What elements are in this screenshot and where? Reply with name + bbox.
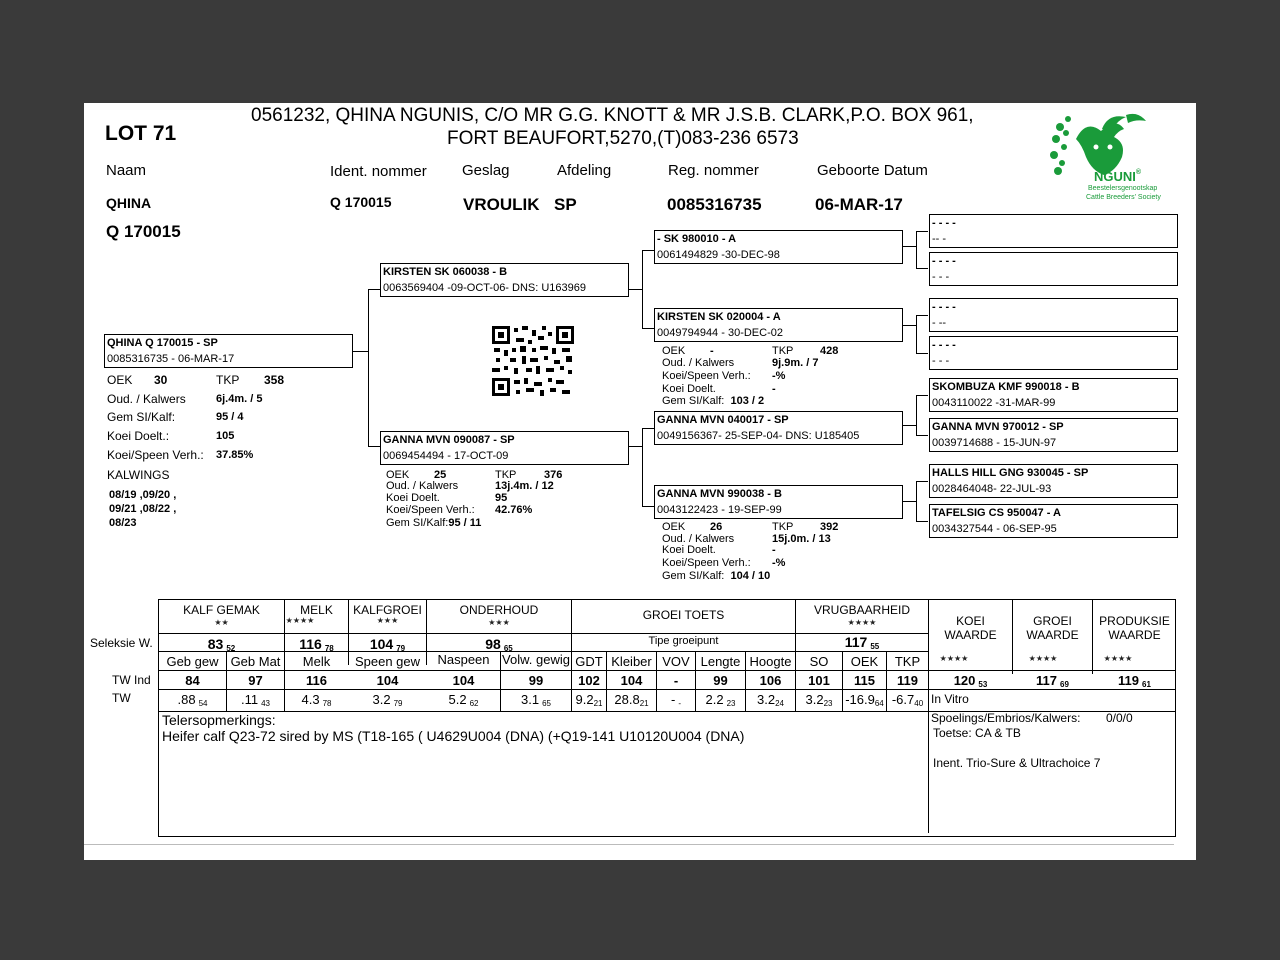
col-groei-toets: GROEI TOETS [642, 608, 725, 622]
dd-tkp-label: TKP [772, 521, 794, 533]
g4-name-5: SKOMBUZA KMF 990018 - B [932, 381, 1080, 393]
col-oek: OEK [850, 654, 879, 669]
sd-tkp-label: TKP [772, 345, 794, 357]
lot-number: LOT 71 [105, 122, 177, 145]
dd-oud: 15j.0m. / 13 [772, 533, 831, 545]
owner-line-1: 0561232, QHINA NGUNIS, C/O MR G.G. KNOTT & MR J.S.B. CLARK,P.O. BOX 961, [251, 105, 974, 126]
twind-koei-waarde: 120 $_{53}$ [953, 673, 988, 689]
twind-volw-gewig: 99 [528, 673, 544, 688]
stars-koei-waarde: ★★★★ [939, 654, 969, 663]
sd-oek-label: OEK [662, 345, 686, 357]
col-onderhoud: ONDERHOUD [459, 603, 539, 617]
g4-info-5: 0043110022 -31-MAR-99 [932, 397, 1056, 409]
subject-koei-label: Koei Doelt.: [107, 429, 170, 443]
subject-koei: 105 [216, 430, 235, 442]
sd-gem-line: Gem SI/Kalf: 103 / 2 [662, 395, 765, 407]
animal-geboorte: 06-MAR-17 [815, 195, 903, 214]
stars-vrugbaarheid: ★★★★ [847, 618, 877, 627]
g4-name-1: - - - - [932, 217, 956, 229]
seleksie-label: Seleksie W. [90, 636, 153, 650]
dam-info: 0069454494 - 17-OCT-09 [383, 450, 509, 462]
tw-vov: - $_-$ [670, 692, 681, 708]
animal-reg: 0085316735 [667, 195, 762, 214]
animal-naam: QHINA [106, 195, 152, 211]
tw-geb-mat: .11 $_{43}$ [240, 692, 270, 708]
tw-tkp: $-6.7_{40}$ [891, 692, 924, 708]
sd-speen: -% [772, 370, 786, 382]
header-reg: Reg. nommer [668, 162, 759, 179]
dam-oek: 25 [434, 469, 447, 481]
g4-info-4: - - - [932, 355, 950, 367]
sire-sire-info: 0061494829 -30-DEC-98 [657, 249, 780, 261]
twind-tkp: 119 [897, 673, 918, 688]
twind-produksie-waarde: 119 $_{61}$ [1118, 673, 1151, 689]
twind-oek: 115 [854, 673, 875, 688]
animal-ident-large: Q 170015 [106, 222, 181, 241]
g4-info-6: 0039714688 - 15-JUN-97 [932, 437, 1057, 449]
animal-geslag: VROULIK [463, 195, 540, 214]
dd-oek-label: OEK [662, 521, 686, 533]
col-kalf-gemak: KALF GEMAK [183, 603, 260, 617]
qr-code-icon [492, 326, 574, 396]
subject-name: QHINA Q 170015 - SP [107, 337, 218, 349]
header-ident: Ident. nommer [330, 163, 427, 180]
subject-tkp-label: TKP [216, 373, 240, 387]
remarks-label: Telersopmerkings: [162, 712, 276, 728]
tw-so: $3.2_{23}$ [805, 692, 833, 708]
header-afdeling: Afdeling [557, 162, 612, 179]
sd-koei-label: Koei Doelt. [662, 383, 716, 395]
inent-text: Inent. Trio-Sure & Ultrachoice 7 [933, 756, 1101, 770]
col-lengte: Lengte [700, 654, 741, 669]
twind-hoogte: 106 [759, 673, 782, 688]
twind-geb-gew: 84 [185, 673, 200, 688]
dd-speen: -% [772, 557, 786, 569]
g4-info-8: 0034327544 - 06-SEP-95 [932, 523, 1057, 535]
dam-box [380, 431, 629, 465]
dam-oek-label: OEK [386, 469, 410, 481]
g4-box-8 [929, 504, 1178, 538]
twind-lengte: 99 [713, 673, 728, 688]
stars-kalf-gemak: ★★ [214, 618, 229, 627]
kalwings-label: KALWINGS [107, 468, 170, 482]
col-vrugbaarheid: VRUGBAARHEID [813, 603, 911, 617]
col-kalfgroei: KALFGROEI [353, 603, 422, 617]
nguni-logo [1046, 109, 1166, 205]
col-melk-sub: Melk [302, 654, 331, 669]
subject-info: 0085316735 - 06-MAR-17 [107, 353, 235, 365]
g4-box-1 [929, 214, 1178, 248]
tw-hoogte: $3.2_{24}$ [757, 692, 784, 708]
stars-groei-waarde: ★★★★ [1028, 654, 1058, 663]
seleksie-kalfgroei: 104 $_{79}$ [369, 636, 406, 653]
g4-name-6: GANNA MVN 970012 - SP [932, 421, 1064, 433]
sire-info: 0063569404 -09-OCT-06- DNS: U163969 [383, 282, 587, 294]
logo-brand: NGUNI® [1094, 169, 1142, 184]
seleksie-vrugbaarheid: 117 $_{55}$ [844, 634, 880, 651]
tw-gdt: $9.2_{21}$ [575, 692, 603, 708]
dam-dam-box [654, 485, 903, 519]
header-geboorte: Geboorte Datum [817, 162, 928, 179]
subject-box [104, 334, 353, 368]
twind-gdt: 102 [578, 673, 600, 688]
subject-tkp: 358 [264, 373, 285, 387]
g4-name-8: TAFELSIG CS 950047 - A [932, 507, 1061, 519]
dam-tkp: 376 [544, 469, 563, 481]
tw-kleiber: $28.8_{21}$ [614, 692, 649, 708]
col-produksie-waarde-1: PRODUKSIE [1099, 614, 1170, 628]
col-tkp: TKP [894, 654, 921, 669]
dam-oud-label: Oud. / Kalwers [386, 480, 459, 492]
subject-gem: 95 / 4 [216, 411, 244, 423]
col-groei-waarde-2: WAARDE [1026, 628, 1079, 642]
dd-koei-label: Koei Doelt. [662, 544, 716, 556]
logo-sub-1: Beestelersgenootskap [1088, 185, 1158, 192]
dd-koei: - [772, 544, 776, 556]
sd-speen-label: Koei/Speen Verh.: [662, 370, 751, 382]
dd-oek: 26 [710, 521, 723, 533]
stars-produksie-waarde: ★★★★ [1103, 654, 1133, 663]
dam-sire-info: 0049156367- 25-SEP-04- DNS: U185405 [657, 430, 860, 442]
animal-afdeling: SP [554, 195, 577, 214]
col-kleiber: Kleiber [611, 654, 652, 669]
subject-speen: 37.85% [216, 449, 254, 461]
stars-melk: ★★★★ [285, 616, 315, 625]
col-speen-gew: Speen gew [354, 654, 421, 669]
g4-box-7 [929, 464, 1178, 498]
sire-dam-name: KIRSTEN SK 020004 - A [657, 311, 781, 323]
twind-vov: - [673, 673, 679, 688]
seleksie-melk: 116 $_{78}$ [299, 636, 334, 653]
subject-oud: 6j.4m. / 5 [216, 393, 263, 405]
qr-code [492, 326, 574, 396]
dam-gem-line: Gem SI/Kalf:95 / 11 [386, 517, 482, 529]
dd-tkp: 392 [820, 521, 839, 533]
g4-box-5 [929, 378, 1178, 412]
sire-dam-info: 0049794944 - 30-DEC-02 [657, 327, 783, 339]
tw-volw-gewig: 3.1 $_{65}$ [521, 692, 551, 708]
toetse-text: Toetse: CA & TB [933, 726, 1021, 740]
dam-sire-box [654, 411, 903, 445]
g4-box-6 [929, 418, 1178, 452]
col-naspeen: Naspeen [437, 652, 490, 667]
sd-oud-label: Oud. / Kalwers [662, 357, 735, 369]
dam-dam-name: GANNA MVN 990038 - B [657, 488, 782, 500]
logo-sub-2: Cattle Breeders' Society [1086, 194, 1161, 201]
col-geb-gew: Geb gew [166, 654, 219, 669]
dam-speen: 42.76% [495, 504, 533, 516]
tw-label: TW [112, 691, 131, 705]
kalwings-line-3: 08/23 [109, 517, 137, 529]
subject-oek-label: OEK [107, 373, 133, 387]
sd-oek: - [710, 345, 714, 357]
subject-oud-label: Oud. / Kalwers [107, 392, 186, 406]
sire-box [380, 263, 629, 297]
stars-kalfgroei: ★★★ [376, 616, 399, 625]
twind-label: TW Ind [112, 673, 151, 687]
dam-dam-info: 0043122423 - 19-SEP-99 [657, 504, 782, 516]
col-koei-waarde-2: WAARDE [944, 628, 997, 642]
subject-oek: 30 [154, 373, 168, 387]
g4-info-7: 0028464048- 22-JUL-93 [932, 483, 1052, 495]
tw-naspeen: 5.2 $_{62}$ [448, 692, 479, 708]
twind-groei-waarde: 117 $_{69}$ [1036, 673, 1069, 689]
tw-geb-gew: .88 $_{54}$ [177, 692, 208, 708]
tw-lengte: 2.2 $_{23}$ [705, 692, 736, 708]
twind-naspeen: 104 [452, 673, 475, 688]
sire-sire-box [654, 230, 903, 264]
g4-info-2: - - - [932, 271, 950, 283]
dd-gem-line: Gem SI/Kalf: 104 / 10 [662, 570, 771, 582]
dam-koei-label: Koei Doelt. [386, 492, 440, 504]
header-geslag: Geslag [462, 162, 510, 179]
header-naam: Naam [106, 162, 147, 179]
subject-gem-label: Gem SI/Kalf: [107, 410, 176, 424]
col-vov: VOV [662, 654, 690, 669]
dam-speen-label: Koei/Speen Verh.: [386, 504, 475, 516]
g4-info-3: - -- [932, 317, 947, 329]
col-so: SO [809, 654, 829, 669]
twind-melk: 116 [306, 673, 327, 688]
tw-oek: $-16.9_{64}$ [845, 692, 884, 708]
tipe-groeipunt: Tipe groeipunt [648, 635, 719, 647]
twind-speen-gew: 104 [376, 673, 399, 688]
spoelings-value: 0/0/0 [1106, 711, 1133, 725]
spoelings-label: Spoelings/Embrios/Kalwers: [931, 711, 1081, 725]
g4-name-4: - - - - [932, 339, 956, 351]
sd-tkp: 428 [820, 345, 839, 357]
subject-speen-label: Koei/Speen Verh.: [107, 448, 204, 462]
lot-sheet [84, 103, 1196, 860]
twind-geb-mat: 97 [248, 673, 263, 688]
g4-name-3: - - - - [932, 301, 956, 313]
footer-divider [84, 844, 1174, 845]
sire-sire-name: - SK 980010 - A [657, 233, 737, 245]
g4-name-7: HALLS HILL GNG 930045 - SP [932, 467, 1089, 479]
stars-onderhoud: ★★★ [488, 618, 510, 627]
tw-melk: 4.3 $_{78}$ [301, 692, 332, 708]
kalwings-line-2: 09/21 ,08/22 , [109, 503, 177, 515]
seleksie-kalf-gemak: 83 $_{52}$ [207, 636, 236, 653]
dam-koei: 95 [495, 492, 508, 504]
g4-box-3 [929, 298, 1178, 332]
col-gdt: GDT [575, 654, 603, 669]
dam-oud: 13j.4m. / 12 [495, 480, 554, 492]
col-volw-gewig: Volw. gewig [502, 652, 570, 667]
animal-ident: Q 170015 [330, 194, 392, 210]
g4-info-1: -- - [932, 233, 947, 245]
remarks-text: Heifer calf Q23-72 sired by MS (T18-165 ( U4629U004 (DNA) (+Q19-141 U10120U004 (DNA) [162, 728, 745, 744]
in-vitro-label: In Vitro [931, 692, 969, 706]
col-hoogte: Hoogte [749, 654, 792, 669]
sd-oud: 9j.9m. / 7 [772, 357, 819, 369]
owner-line-2: FORT BEAUFORT,5270,(T)083-236 6573 [447, 128, 799, 149]
dam-sire-name: GANNA MVN 040017 - SP [657, 414, 789, 426]
g4-box-2 [929, 252, 1178, 286]
sire-dam-box [654, 308, 903, 342]
sd-koei: - [772, 383, 776, 395]
tw-speen-gew: 3.2 $_{79}$ [372, 692, 403, 708]
g4-name-2: - - - - [932, 255, 956, 267]
twind-so: 101 [808, 673, 830, 688]
col-groei-waarde-1: GROEI [1033, 614, 1072, 628]
twind-kleiber: 104 [620, 673, 643, 688]
sire-name: KIRSTEN SK 060038 - B [383, 266, 508, 278]
col-koei-waarde-1: KOEI [956, 614, 985, 628]
g4-box-4 [929, 336, 1178, 370]
col-produksie-waarde-2: WAARDE [1108, 628, 1161, 642]
kalwings-line-1: 08/19 ,09/20 , [109, 489, 177, 501]
dam-tkp-label: TKP [495, 469, 517, 481]
col-geb-mat: Geb Mat [230, 654, 281, 669]
dam-name: GANNA MVN 090087 - SP [383, 434, 515, 446]
dd-speen-label: Koei/Speen Verh.: [662, 557, 751, 569]
seleksie-onderhoud: 98 $_{65}$ [485, 636, 513, 653]
dd-oud-label: Oud. / Kalwers [662, 533, 735, 545]
col-melk: MELK [300, 603, 333, 617]
